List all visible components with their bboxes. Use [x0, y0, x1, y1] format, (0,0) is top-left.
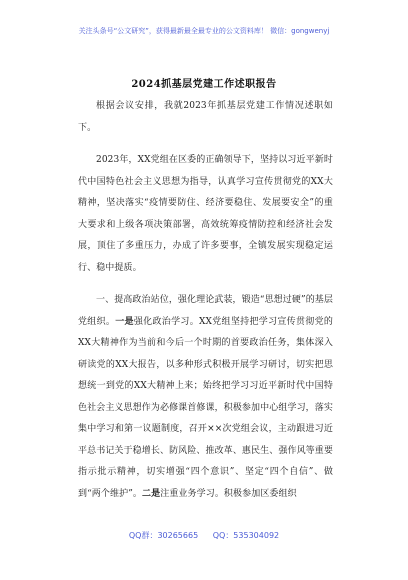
header-banner: 关注头条号“公文研究”，获得最新最全最专业的公文资料库！ 微信：gongwenyj: [78, 27, 330, 35]
point-one-marker: 一是: [115, 316, 134, 327]
document-title: 2024抓基层党建工作述职报告: [131, 79, 277, 90]
section-heading-text: 一、提高政治站位，强化理论武装，锻造“思想过硬”的基层党组织。: [78, 295, 333, 327]
point-two-marker: 二是: [142, 488, 161, 499]
footer-qq-group: QQ群：30265665: [128, 531, 199, 540]
paragraph-section-one: [78, 290, 333, 505]
paragraph-overview: 2023年，XX党组在区委的正确领导下，坚持以习近平新时代中国特色社会主义思想为指导，认真学习宣传贯彻党的XX大精神，坚决落实“疫情要防住、经济要稳住、发展要安全”的重大要求和上级各项决策部署，高效统筹疫情防控和经济社会发展，顶住了多重压力，办成了许多要事，全镇发展实现稳定运行、稳中提质。: [78, 155, 333, 273]
point-two-text: 注重业务学习。积极参加区委组织: [160, 488, 297, 499]
paragraph-intro: 根据会议安排，我就2023年抓基层党建工作情况述职如下。: [78, 101, 333, 133]
footer-qq-number: QQ：535304092: [212, 531, 280, 540]
footer-banner: [0, 530, 408, 541]
point-one-text: 强化政治学习。XX党组坚持把学习宣传贯彻党的XX大精神作为当前和今后一个时期的首要政治任务，集体深入研读党的XX大报告，以多种形式积极开展学习研讨，切实把思想统一到党的XX大精神上来；始终把学习习近平新时代中国特色社会主义思想作为必修课首修课，积极参加中心组学习，落实集中学习和第一议题制度，召开××次党组会议，主动跟进习近平总书记关于稳增长、防风险、推改革、惠民生、强作风等重要指示批示精神，切实增强“四个意识”、坚定“四个自信”、做到“两个维护”。: [78, 316, 334, 499]
